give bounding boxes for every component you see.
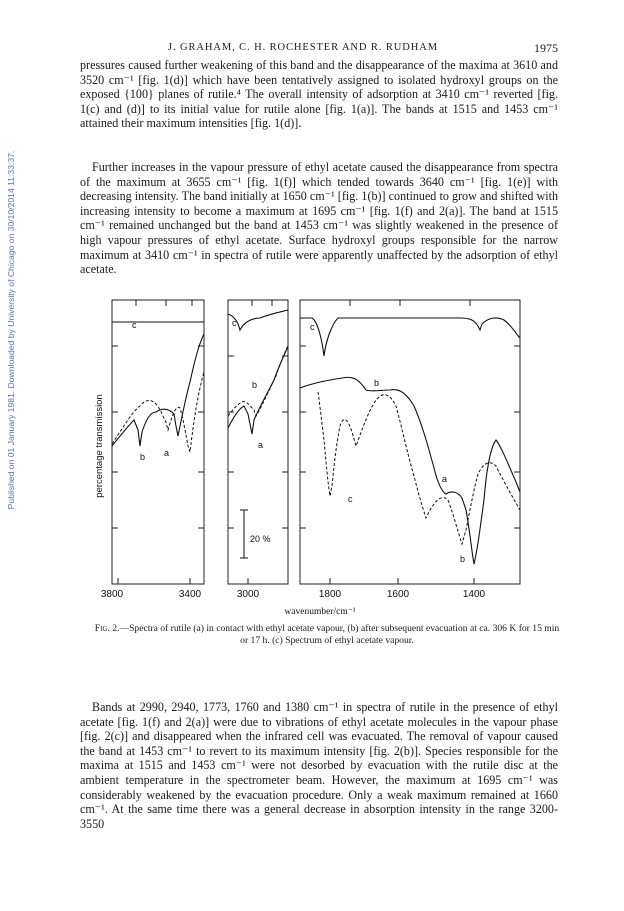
panel-2-curve-b: [228, 346, 288, 416]
page-header: [80, 42, 558, 58]
panel-2-label-c: c: [232, 318, 237, 328]
panel-2-curve-a: [228, 346, 288, 434]
panel-3-label-b-low: b: [460, 554, 466, 564]
running-title: J. GRAHAM, C. H. ROCHESTER AND R. RUDHAM: [168, 42, 438, 53]
panel-3-label-c-low: c: [348, 494, 353, 504]
scale-bar: [240, 510, 248, 558]
panel-3-curve-b: [300, 377, 520, 564]
panel-1-label-a: a: [164, 448, 170, 458]
frame-ticks: [112, 300, 520, 584]
page-number: 1975: [534, 41, 558, 55]
panel-3-curve-c-vapour: [318, 392, 520, 544]
panel-3-label-a: a: [442, 474, 448, 484]
tick-1400: 1400: [462, 589, 486, 600]
panel-1-curve-a: [112, 334, 204, 446]
panel-1-curve-b: [112, 372, 204, 452]
panel-2-curve-c: [228, 310, 288, 330]
panel-1-label-b: b: [140, 452, 146, 462]
figure-caption: [92, 623, 562, 648]
panel-3-frame: [300, 300, 520, 584]
download-watermark-text: Published on 01 January 1981. Downloaded by University of Chicago on 30/10/2014 11:33:37.: [6, 150, 16, 510]
tick-3000: 3000: [236, 589, 260, 600]
caption-text: —Spectra of rutile (a) in contact with ethyl acetate vapour, (b) after subsequent evacuation at ca. 306 K for 15 min or 17 h. (c) Spectrum of ethyl acetate vapour.: [119, 623, 560, 647]
figure-2: [80, 296, 560, 620]
panel-2-label-b: b: [252, 380, 258, 390]
spectra-plot: [80, 296, 560, 620]
panel-3-curve-c: [300, 318, 520, 356]
paragraph-3: Bands at 2990, 2940, 1773, 1760 and 1380 cm⁻¹ in spectra of rutile in the presence of ethyl acetate [fig. 1(f) and 2(a)] were due to vibrations of ethyl acetate molecules in the vapour phase [fig. 2(c)] and disappeared when the infrared cell was evacuated. The removal of vapour caused the band at 1453 cm⁻¹ to revert to its maximum intensity [fig. 2(b)]. Species responsible for the maxima at 1515 and 1453 cm⁻¹ were not desorbed by evacuation with the rutile disc at the ambient temperature in the spectrometer beam. However, the maximum at 1695 cm⁻¹ was considerably weakened by the evacuation procedure. Only a weak maximum remained at 1660 cm⁻¹. At the same time there was a general decrease in absorption intensity in the range 3200-3550: [80, 700, 558, 831]
paragraph-1: pressures caused further weakening of this band and the disappearance of the maxima at 3610 and 3520 cm⁻¹ [fig. 1(d)] which have been tentatively assigned to isolated hydroxyl groups on the exposed {100} planes of rutile.⁴ The overall intensity of adsorption at 3410 cm⁻¹ reverted [fig. 1(c) and (d)] to its initial value for rutile alone [fig. 1(a)]. The bands at 1515 and 1453 cm⁻¹ attained their maximum intensities [fig. 1(d)].: [80, 58, 558, 131]
tick-1800: 1800: [318, 589, 342, 600]
panel-1-label-c: c: [132, 320, 137, 330]
y-axis-label: percentage transmission: [94, 394, 105, 498]
panel-2-label-a: a: [258, 440, 264, 450]
paragraph-2: Further increases in the vapour pressure of ethyl acetate caused the disappearance from spectra of the maximum at 3655 cm⁻¹ [fig. 1(f)] which tended towards 3640 cm⁻¹ [fig. 1(e)] with decreasing intensity. The band initially at 1650 cm⁻¹ [fig. 1(b)] continued to grow and shifted with increasing intensity to become a maximum at 1695 cm⁻¹ [fig. 1(f) and 2(a)]. The band at 1515 cm⁻¹ remained unchanged but the band at 1453 cm⁻¹ was slightly weakened in the presence of high vapour pressures of ethyl acetate. Surface hydroxyl groups responsible for the narrow maximum at 3410 cm⁻¹ in spectra of rutile were apparently unaffected by the adsorption of ethyl acetate.: [80, 160, 558, 277]
scale-bar-label: 20 %: [250, 534, 271, 544]
tick-3800: 3800: [100, 589, 124, 600]
caption-lead: Fig. 2.: [94, 623, 120, 634]
download-watermark: [3, 70, 19, 590]
tick-1600: 1600: [386, 589, 410, 600]
panel-3-label-b-top: b: [374, 378, 380, 388]
tick-3400: 3400: [178, 589, 202, 600]
panel-3-label-c-top: c: [310, 322, 315, 332]
panel-1-frame: [112, 300, 204, 584]
x-axis-label: wavenumber/cm⁻¹: [284, 607, 356, 617]
